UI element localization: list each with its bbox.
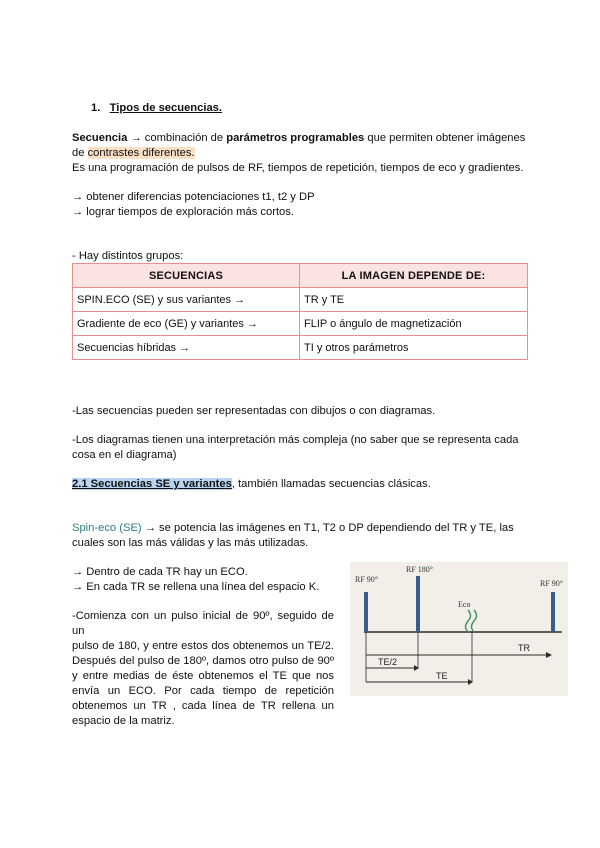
spin-eco-paragraph xyxy=(72,521,528,551)
table-cell: Secuencias híbridas → xyxy=(73,336,300,360)
label-rf90-a: RF 90° xyxy=(355,575,378,584)
paragraph-3-line: pulso de 180, y entre estos dos obtenemos un TE/2. xyxy=(72,640,334,652)
paragraph-1: -Las secuencias pueden ser representadas con dibujos o con diagramas. xyxy=(72,405,436,417)
groups-intro: - Hay distintos grupos: xyxy=(72,250,184,262)
paragraph-3-line: espacio de la matriz. xyxy=(72,715,175,727)
bullet-k-space: → En cada TR se rellena una línea del espacio K. xyxy=(72,581,320,593)
table-row xyxy=(73,336,528,360)
bullet-eco: → Dentro de cada TR hay un ECO. xyxy=(72,566,248,578)
intro-arrow: → combinación de xyxy=(127,132,227,144)
table-row xyxy=(73,312,528,336)
table-cell: FLIP o ángulo de magnetización xyxy=(300,312,528,336)
intro-highlight: contrastes diferentes. xyxy=(87,147,195,159)
paragraph-3-line: envía un ECO. Por cada tiempo de repetición xyxy=(72,685,334,697)
heading-title: Tipos de secuencias. xyxy=(109,102,223,114)
paragraph-3-line: -Comienza con un pulso inicial de 90º, seguido de un xyxy=(72,610,334,637)
section-heading xyxy=(91,101,222,116)
spin-eco-first: → se potencia las imágenes en T1, T2 o DP dependiendo del TR y TE, las xyxy=(141,522,514,534)
label-te2: TE/2 xyxy=(378,657,398,667)
table-header: LA IMAGEN DEPENDE DE: xyxy=(300,264,528,288)
label-te: TE xyxy=(436,671,448,681)
paragraph-2 xyxy=(72,433,528,463)
table-cell: SPIN.ECO (SE) y sus variantes → xyxy=(73,288,300,312)
bullet-2: → lograr tiempos de exploración más cortos. xyxy=(72,206,294,218)
paragraph-3-line: y entre medias de éste obtenemos el TE que nos xyxy=(72,670,334,682)
paragraph-2-last: cosa en el diagrama) xyxy=(72,449,177,461)
intro-line-3: Es una programación de pulsos de RF, tiempos de repetición, tiempos de eco y gradientes. xyxy=(72,162,524,174)
section-21-heading xyxy=(72,477,431,492)
table-header-row xyxy=(73,264,528,288)
sequences-table xyxy=(72,263,528,360)
intro-rest: que permiten obtener imágenes xyxy=(364,132,526,144)
intro-line-2 xyxy=(72,146,195,161)
label-eco: Eco xyxy=(458,600,471,609)
table-cell: TR y TE xyxy=(300,288,528,312)
table-cell: Gradiente de eco (GE) y variantes → xyxy=(73,312,300,336)
spin-eco-last: cuales son las más válidas y las más utilizadas. xyxy=(72,537,309,549)
paragraph-3 xyxy=(72,609,334,729)
bullet-1: → obtener diferencias potenciaciones t1, t2 y DP xyxy=(72,191,315,203)
spin-echo-diagram xyxy=(350,562,568,696)
intro-de: de xyxy=(72,147,88,159)
paragraph-3-line: Después del pulso de 180º, damos otro pulso de 90º xyxy=(72,655,334,667)
rf90-pulse-a xyxy=(364,592,368,632)
rf180-pulse xyxy=(416,576,420,632)
intro-line-1 xyxy=(72,131,525,146)
section-21-title: 2.1 Secuencias SE y variantes xyxy=(72,478,232,490)
table-row xyxy=(73,288,528,312)
table-cell: TI y otros parámetros xyxy=(300,336,528,360)
label-rf90-b: RF 90° xyxy=(540,579,563,588)
intro-params: parámetros programables xyxy=(226,132,365,144)
label-tr: TR xyxy=(518,643,530,653)
label-rf180: RF 180° xyxy=(406,565,433,574)
table-header: SECUENCIAS xyxy=(73,264,300,288)
heading-number: 1. xyxy=(91,102,101,114)
rf90-pulse-b xyxy=(551,592,555,632)
paragraph-2-first: -Los diagramas tienen una interpretación más compleja (no saber que se representa cada xyxy=(72,434,519,446)
diagram-background xyxy=(350,562,568,696)
paragraph-3-line: obtenemos un TR , cada línea de TR rellena un xyxy=(72,700,334,712)
intro-term: Secuencia xyxy=(72,132,128,144)
spin-eco-term: Spin-eco (SE) xyxy=(72,522,142,534)
section-21-rest: , también llamadas secuencias clásicas. xyxy=(231,478,431,490)
